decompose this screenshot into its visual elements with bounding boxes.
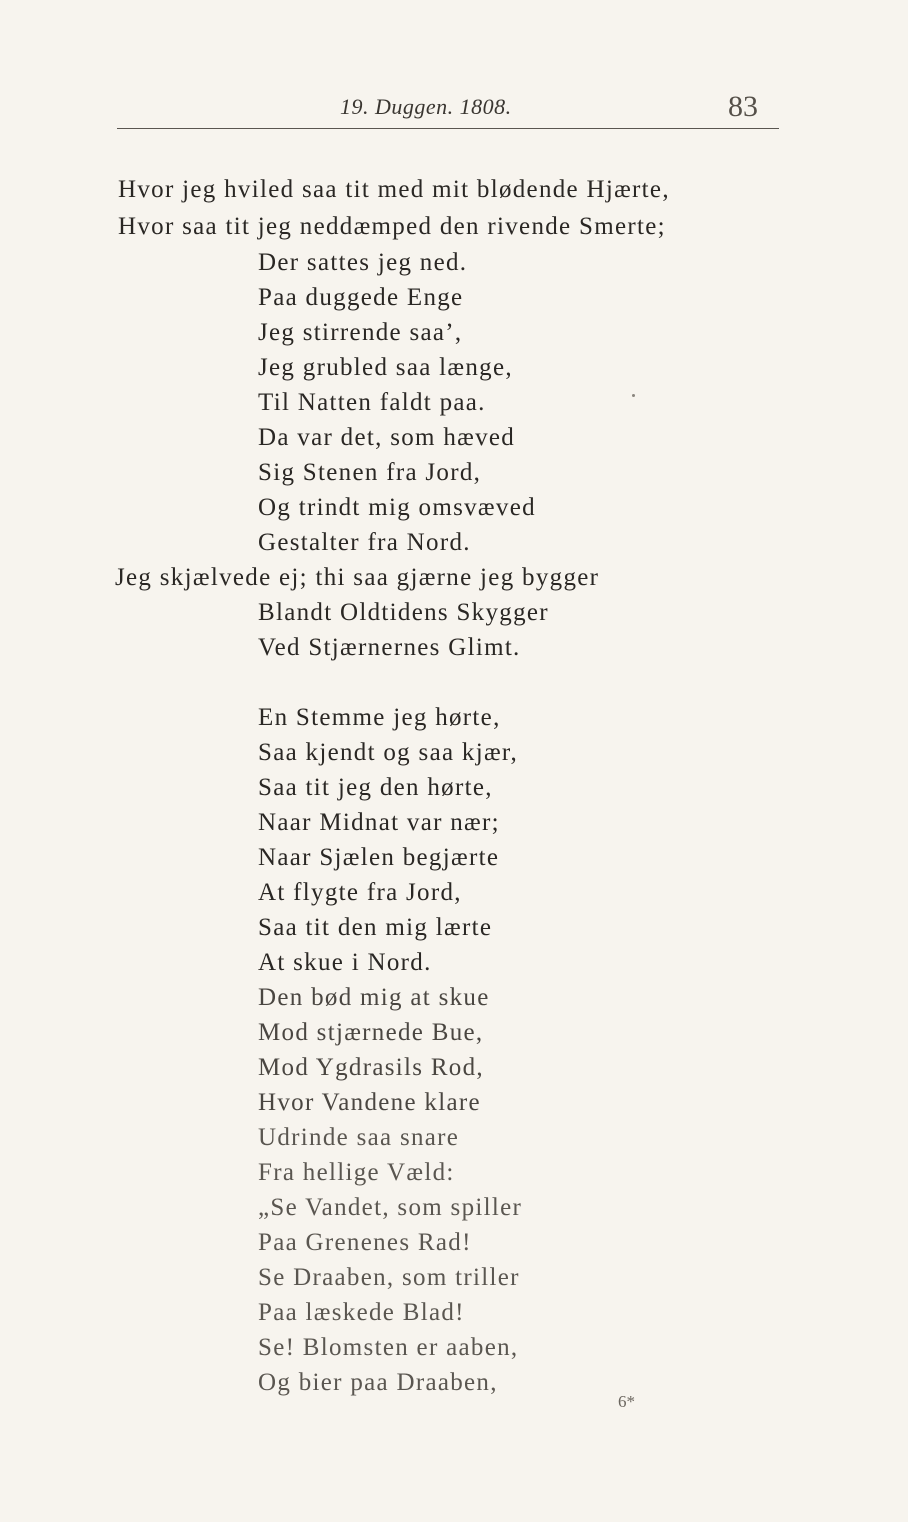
poem-line: Fra hellige Væld:	[258, 1159, 455, 1186]
poem-line: Den bød mig at skue	[258, 984, 490, 1011]
page-number: 83	[728, 90, 758, 123]
poem-line: Hvor saa tit jeg neddæmped den rivende Smerte;	[118, 213, 666, 240]
poem-line: Saa kjendt og saa kjær,	[258, 739, 519, 766]
poem-line: Naar Sjælen begjærte	[258, 844, 500, 871]
poem-line: Gestalter fra Nord.	[258, 529, 471, 556]
print-speck	[632, 394, 635, 397]
poem-line: Saa tit den mig lærte	[258, 914, 493, 941]
poem-line: En Stemme jeg hørte,	[258, 704, 501, 731]
poem-line: Hvor jeg hviled saa tit med mit blødende Hjærte,	[118, 176, 670, 203]
running-head	[0, 90, 908, 124]
poem-line: Og bier paa Draaben,	[258, 1369, 498, 1396]
poem-line: Naar Midnat var nær;	[258, 809, 500, 836]
poem-line: Til Natten faldt paa.	[258, 389, 486, 416]
poem-line: Sig Stenen fra Jord,	[258, 459, 482, 486]
poem-line: Hvor Vandene klare	[258, 1089, 481, 1116]
poem-line: Se Draaben, som triller	[258, 1264, 520, 1291]
poem-line: Paa duggede Enge	[258, 284, 464, 311]
header-rule	[117, 128, 779, 129]
signature-mark: 6*	[618, 1392, 635, 1411]
running-head-title: 19. Duggen. 1808.	[340, 94, 512, 119]
poem-line: Da var det, som hæved	[258, 424, 516, 451]
poem-line: Og trindt mig omsvæved	[258, 494, 536, 521]
poem-line: Saa tit jeg den hørte,	[258, 774, 493, 801]
poem-line: Mod Ygdrasils Rod,	[258, 1054, 484, 1081]
poem-line: Ved Stjærnernes Glimt.	[258, 634, 521, 661]
poem-line: At skue i Nord.	[258, 949, 432, 976]
poem-line: Jeg stirrende saa’,	[258, 319, 463, 346]
poem-line: At flygte fra Jord,	[258, 879, 462, 906]
poem-line: Der sattes jeg ned.	[258, 249, 468, 276]
poem-line: Udrinde saa snare	[258, 1124, 460, 1151]
poem-line: Jeg grubled saa længe,	[258, 354, 513, 381]
poem-line: „Se Vandet, som spiller	[258, 1194, 523, 1221]
poem-line: Jeg skjælvede ej; thi saa gjærne jeg bygger	[115, 564, 600, 591]
poem-line: Paa Grenenes Rad!	[258, 1229, 472, 1256]
poem-line: Se! Blomsten er aaben,	[258, 1334, 519, 1361]
poem-line: Paa læskede Blad!	[258, 1299, 465, 1326]
poem-line: Mod stjærnede Bue,	[258, 1019, 484, 1046]
poem-line: Blandt Oldtidens Skygger	[258, 599, 549, 626]
